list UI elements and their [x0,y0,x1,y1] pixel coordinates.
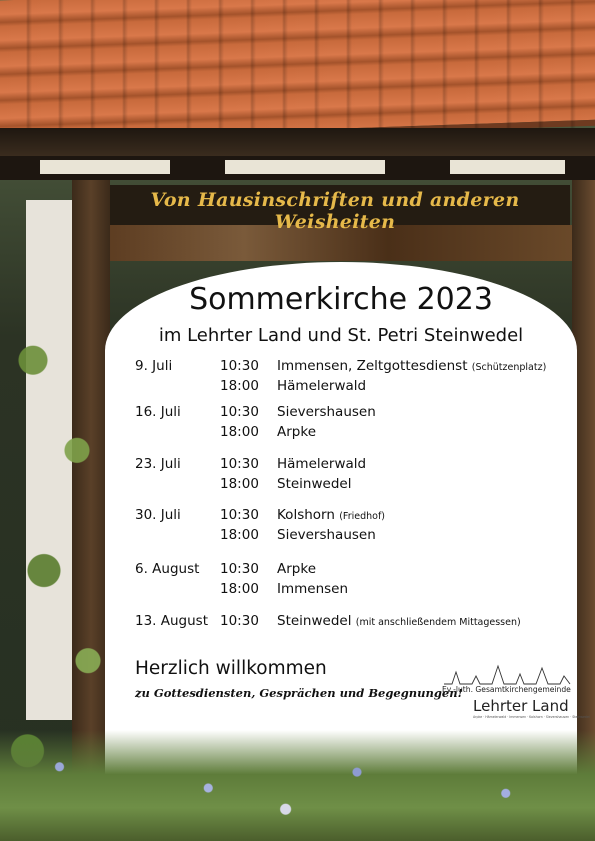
garden-flowers [0,735,595,841]
schedule-time: 18:00 [220,424,259,440]
schedule-date: 9. Juli [135,358,173,374]
schedule-time: 10:30 [220,404,259,420]
light-slat [225,160,385,174]
schedule-place [277,358,546,374]
schedule-date: 30. Juli [135,507,181,523]
schedule-date: 16. Juli [135,404,181,420]
schedule-note: (Friedhof) [339,511,386,522]
logo-places: Arpke · Hämelerwald · Immensen · Kolshorn · Sievershausen · Steinwedel [473,715,590,719]
logo-organisation: Ev.-luth. Gesamtkirchengemeinde [442,685,571,694]
schedule-time: 18:00 [220,581,259,597]
welcome-heading: Herzlich willkommen [135,658,327,679]
schedule-time: 10:30 [220,507,259,523]
page-subtitle: im Lehrter Land und St. Petri Steinwedel [158,325,524,346]
schedule-place [277,507,385,523]
welcome-subline: zu Gottesdiensten, Gesprächen und Begegnungen! [135,686,463,700]
schedule-date: 6. August [135,561,200,577]
schedule-time: 10:30 [220,613,259,629]
schedule-location: Sievershausen [277,404,376,420]
schedule-location: Sievershausen [277,527,376,543]
schedule-date: 13. August [135,613,209,629]
logo-name: Lehrter Land [473,697,569,715]
schedule-location: Steinwedel [277,613,352,629]
schedule-location: Hämelerwald [277,456,367,472]
schedule-location: Steinwedel [277,476,352,492]
schedule-time: 18:00 [220,378,259,394]
schedule-time: 18:00 [220,476,259,492]
church-skyline-icon [442,662,572,686]
roof-beam [0,128,595,156]
inscription-heading: Von Hausinschriften und anderen Weisheiten [150,189,520,233]
schedule-location: Arpke [277,424,316,440]
schedule-date: 23. Juli [135,456,181,472]
roof-tile-pattern [0,0,595,128]
schedule-time: 18:00 [220,527,259,543]
schedule-place [277,613,521,629]
schedule-time: 10:30 [220,456,259,472]
schedule-location: Arpke [277,561,316,577]
schedule-location: Immensen [277,581,349,597]
schedule-note: (Schützenplatz) [471,362,547,373]
parish-logo [440,662,590,722]
schedule-location: Hämelerwald [277,378,367,394]
light-slat [40,160,170,174]
schedule-location: Kolshorn [277,507,335,523]
schedule-note: (mit anschließendem Mittagessen) [355,617,521,628]
schedule-time: 10:30 [220,358,259,374]
schedule-location: Immensen, Zeltgottesdienst [277,358,468,374]
light-slat [450,160,565,174]
page-title: Sommerkirche 2023 [189,282,493,317]
schedule-time: 10:30 [220,561,259,577]
